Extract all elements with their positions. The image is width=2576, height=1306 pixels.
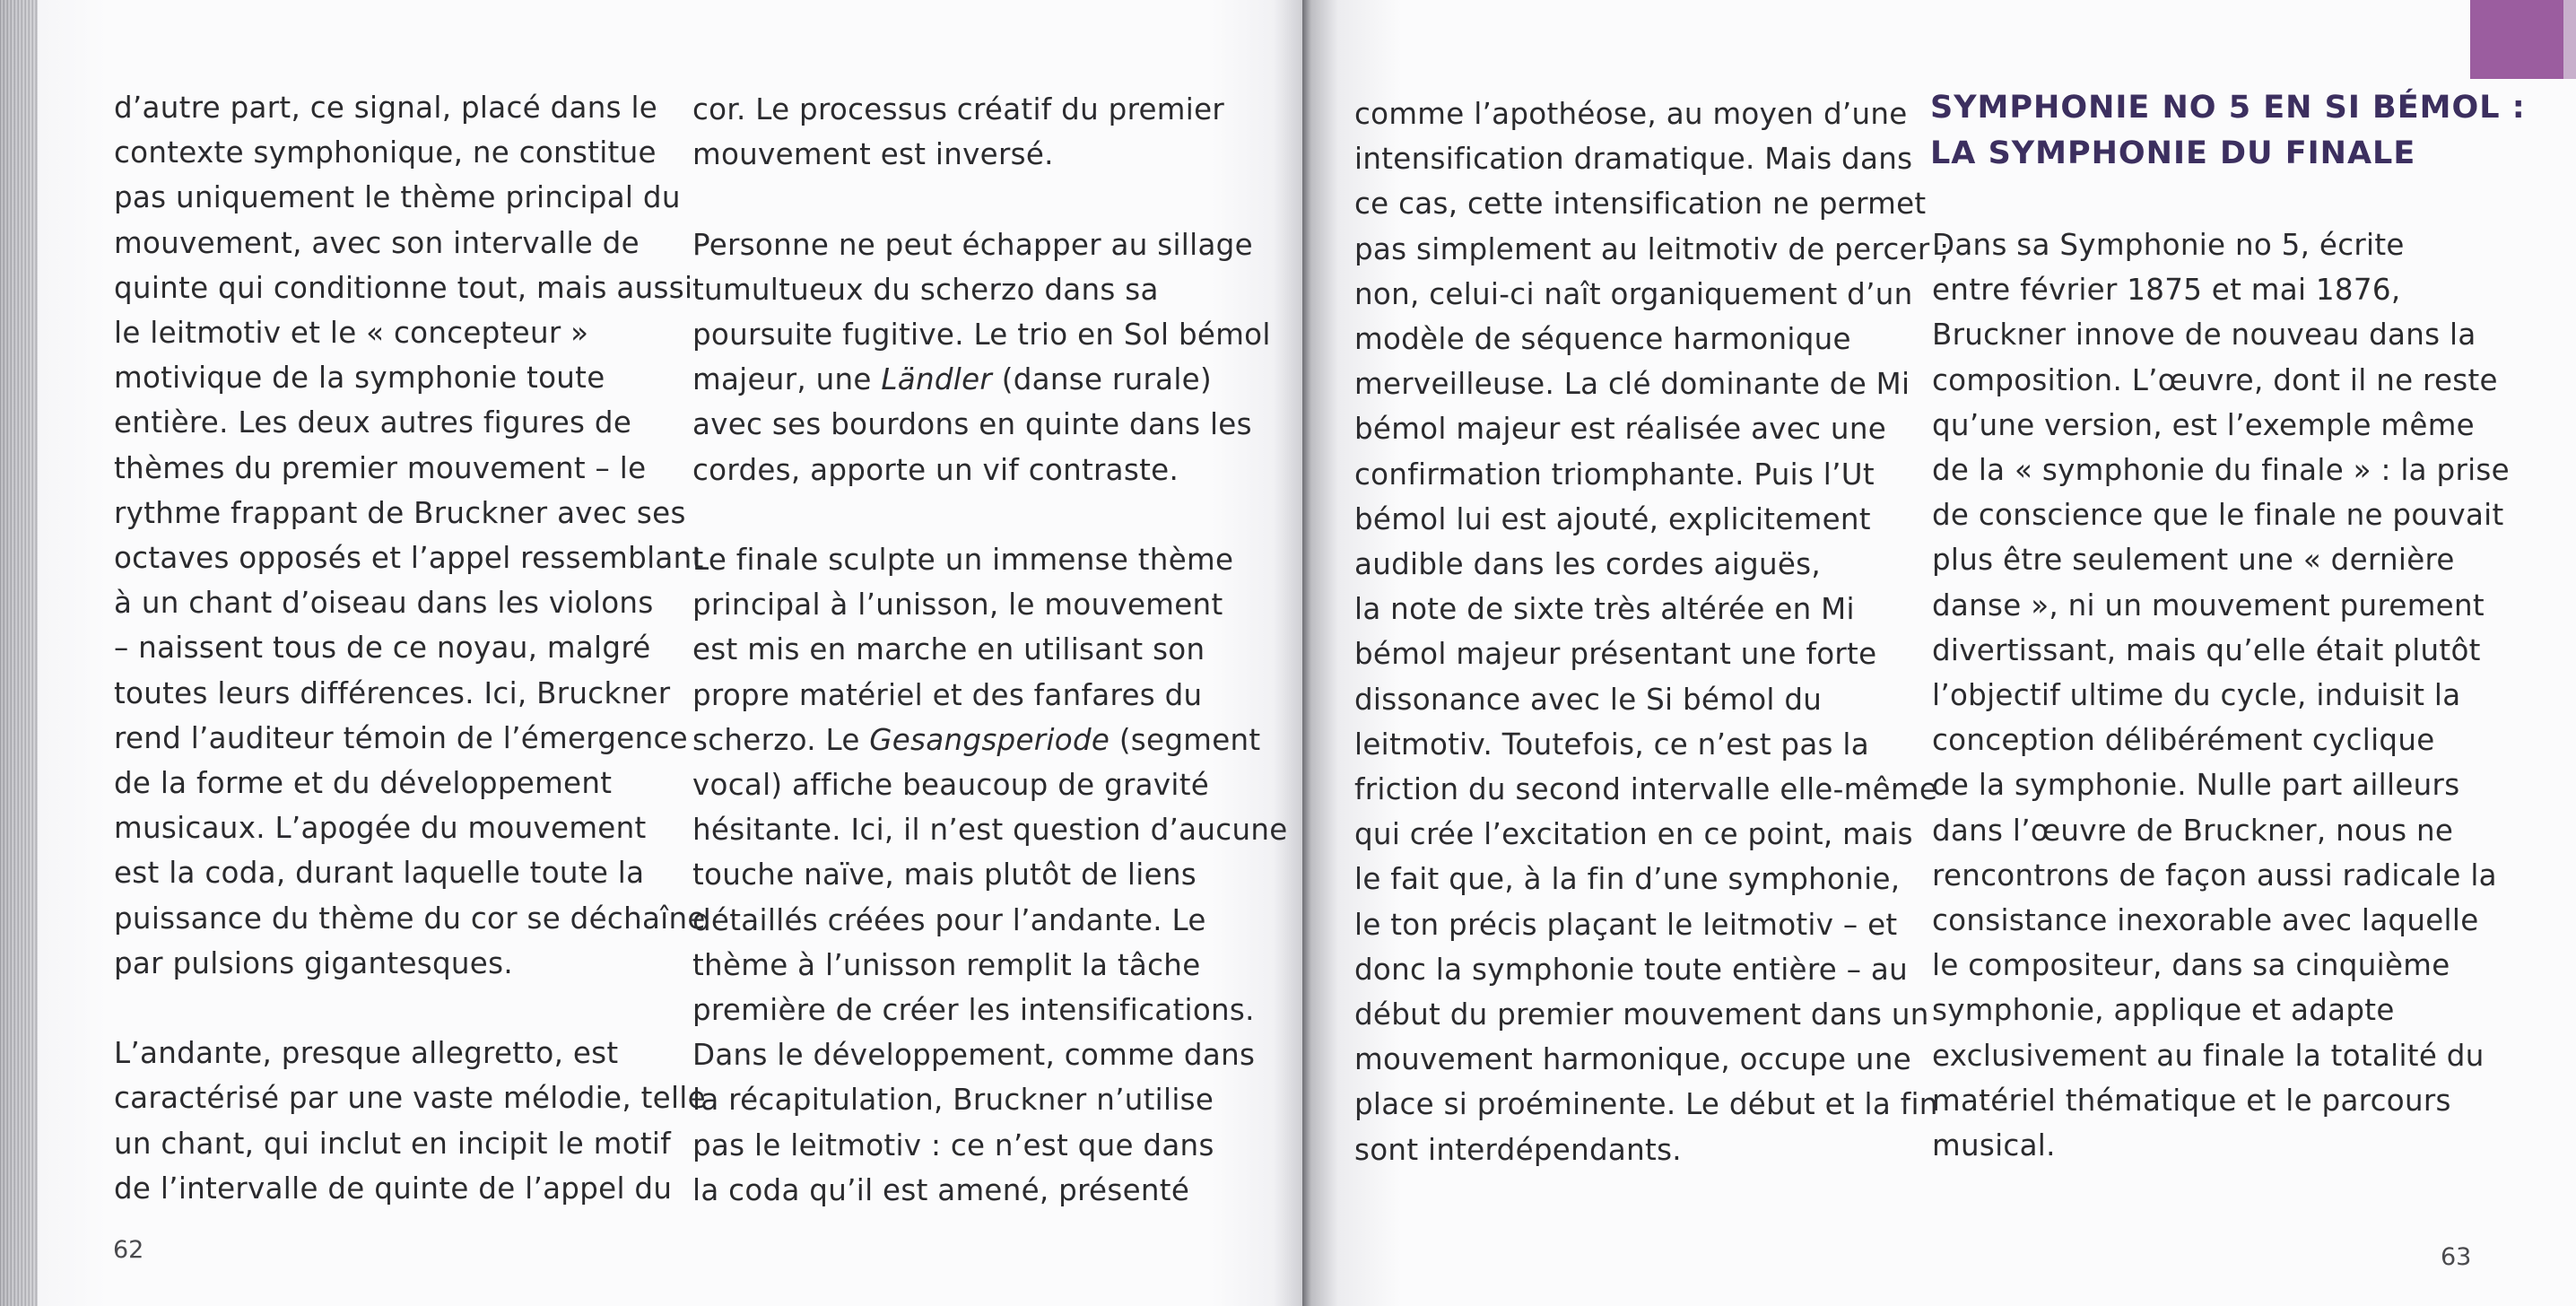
text-line: intensification dramatique. Mais dans xyxy=(1354,142,1913,177)
text-line: donc la symphonie toute entière – au xyxy=(1354,952,1909,987)
text-line: début du premier mouvement dans un xyxy=(1354,997,1929,1032)
heading-line: SYMPHONIE NO 5 EN SI BÉMOL : xyxy=(1930,90,2526,126)
text-line: pas le leitmotiv : ce n’est que dans xyxy=(692,1128,1214,1162)
text-line: caractérisé par une vaste mélodie, telle xyxy=(114,1081,706,1116)
text-line: un chant, qui inclut en incipit le motif xyxy=(114,1126,671,1161)
text-line: comme l’apothéose, au moyen d’une xyxy=(1354,97,1908,131)
text-line: ce cas, cette intensification ne permet xyxy=(1354,187,1927,222)
text-line: par pulsions gigantesques. xyxy=(114,945,513,980)
left-page-column-2 xyxy=(692,87,1288,1213)
text-line: est la coda, durant laquelle toute la xyxy=(114,856,645,891)
text-line: quinte qui conditionne tout, mais aussi xyxy=(114,270,693,305)
text-line: L’andante, presque allegretto, est xyxy=(114,1036,619,1071)
text-line: leitmotiv. Toutefois, ce n’est pas la xyxy=(1354,727,1869,762)
text-line: bémol majeur présentant une forte xyxy=(1354,637,1877,672)
text-line: merveilleuse. La clé dominante de Mi xyxy=(1354,367,1910,402)
text-line: poursuite fugitive. Le trio en Sol bémol xyxy=(692,318,1271,352)
text-line: dissonance avec le Si bémol du xyxy=(1354,682,1823,717)
text-line: modèle de séquence harmonique xyxy=(1354,322,1851,357)
text-line: thèmes du premier mouvement – le xyxy=(114,450,647,485)
text-line: est mis en marche en utilisant son xyxy=(692,632,1205,667)
text-line: la coda qu’il est amené, présenté xyxy=(692,1172,1190,1207)
text-line: qui crée l’excitation en ce point, mais xyxy=(1354,817,1913,852)
text-line: l’objectif ultime du cycle, induisit la xyxy=(1932,678,2461,713)
text-line: thème à l’unisson remplit la tâche xyxy=(692,947,1201,982)
text-line: pas simplement au leitmotiv de percer ; xyxy=(1354,231,1950,266)
right-page-column-1 xyxy=(1354,91,1949,1172)
text-line: sont interdépendants. xyxy=(1354,1132,1682,1167)
text-line: rencontrons de façon aussi radicale la xyxy=(1932,858,2497,892)
text-line: la note de sixte très altérée en Mi xyxy=(1354,592,1855,627)
text-line: touche naïve, mais plutôt de liens xyxy=(692,858,1197,892)
text-line: le leitmotiv et le « concepteur » xyxy=(114,316,589,351)
section-heading xyxy=(1930,85,2526,177)
text-line: tumultueux du scherzo dans sa xyxy=(692,272,1159,307)
page-number-right: 63 xyxy=(2441,1243,2472,1271)
text-line: place si proéminente. Le début et la fin xyxy=(1354,1087,1938,1122)
text-line: propre matériel et des fanfares du xyxy=(692,677,1203,712)
text-line: Personne ne peut échapper au sillage xyxy=(692,227,1253,262)
text-line: le fait que, à la fin d’une symphonie, xyxy=(1354,862,1901,897)
left-page-column-1 xyxy=(114,85,706,1211)
text-line: Dans le développement, comme dans xyxy=(692,1038,1256,1073)
text-line: contexte symphonique, ne constitue xyxy=(114,135,657,170)
text-line: d’autre part, ce signal, placé dans le xyxy=(114,91,658,125)
text-line: octaves opposés et l’appel ressemblant xyxy=(114,541,704,576)
text-line: confirmation triomphante. Puis l’Ut xyxy=(1354,457,1875,492)
text-line: musical. xyxy=(1932,1128,2056,1163)
text-line: rythme frappant de Bruckner avec ses xyxy=(114,495,686,530)
text-line: plus être seulement une « dernière xyxy=(1932,543,2455,578)
text-line: motivique de la symphonie toute xyxy=(114,361,605,396)
text-line: mouvement harmonique, occupe une xyxy=(1354,1042,1912,1077)
text-line: de l’intervalle de quinte de l’appel du xyxy=(114,1171,673,1206)
text-line: majeur, une Ländler (danse rurale) xyxy=(692,362,1212,397)
text-line: cordes, apporte un vif contraste. xyxy=(692,452,1179,487)
text-line: consistance inexorable avec laquelle xyxy=(1932,903,2479,938)
text-line: composition. L’œuvre, dont il ne reste xyxy=(1932,362,2498,397)
text-line: entière. Les deux autres figures de xyxy=(114,405,632,440)
text-line: vocal) affiche beaucoup de gravité xyxy=(692,768,1210,803)
text-line: audible dans les cordes aiguës, xyxy=(1354,547,1822,582)
text-line: exclusivement au finale la totalité du xyxy=(1932,1038,2485,1073)
text-line: divertissant, mais qu’elle était plutôt xyxy=(1932,632,2481,667)
text-line: cor. Le processus créatif du premier xyxy=(692,92,1225,126)
text-line: toutes leurs différences. Ici, Bruckner xyxy=(114,675,671,710)
text-line: musicaux. L’apogée du mouvement xyxy=(114,811,647,846)
text-line: matériel thématique et le parcours xyxy=(1932,1083,2451,1118)
text-line: bémol lui est ajouté, explicitement xyxy=(1354,501,1871,536)
right-page-column-2 xyxy=(1932,222,2510,1168)
text-line: mouvement est inversé. xyxy=(692,137,1054,172)
text-line: qu’une version, est l’exemple même xyxy=(1932,407,2475,442)
text-line: conception délibérément cyclique xyxy=(1932,723,2435,758)
text-line: danse », ni un mouvement purement xyxy=(1932,588,2485,623)
text-line: de la « symphonie du finale » : la prise xyxy=(1932,453,2510,488)
text-line: avec ses bourdons en quinte dans les xyxy=(692,407,1252,442)
text-line: symphonie, applique et adapte xyxy=(1932,993,2395,1028)
text-line: bémol majeur est réalisée avec une xyxy=(1354,412,1887,447)
text-line: Le finale sculpte un immense thème xyxy=(692,543,1234,577)
text-line: scherzo. Le Gesangsperiode (segment xyxy=(692,722,1261,757)
text-line: dans l’œuvre de Bruckner, nous ne xyxy=(1932,813,2454,848)
section-color-tab xyxy=(2470,0,2563,79)
text-line: à un chant d’oiseau dans les violons xyxy=(114,586,654,621)
text-line: le compositeur, dans sa cinquième xyxy=(1932,948,2450,983)
text-line: de la symphonie. Nulle part ailleurs xyxy=(1932,768,2460,803)
page-number-left: 62 xyxy=(113,1236,144,1264)
section-tab-shadow xyxy=(2563,0,2576,79)
italic-term: Gesangsperiode xyxy=(869,722,1110,757)
text-line: hésitante. Ici, il n’est question d’aucune xyxy=(692,813,1288,848)
text-line: non, celui-ci naît organiquement d’un xyxy=(1354,276,1913,311)
text-line: friction du second intervalle elle-même xyxy=(1354,772,1938,807)
paragraph-gap xyxy=(692,492,1288,537)
paragraph-gap xyxy=(114,986,706,1031)
text-line: détaillés créées pour l’andante. Le xyxy=(692,902,1206,937)
paragraph-gap xyxy=(692,177,1288,222)
text-line: le ton précis plaçant le leitmotiv – et xyxy=(1354,907,1898,942)
text-line: Dans sa Symphonie no 5, écrite xyxy=(1932,228,2405,262)
text-line: entre février 1875 et mai 1876, xyxy=(1932,273,2401,308)
text-line: mouvement, avec son intervalle de xyxy=(114,225,640,260)
text-line: puissance du thème du cor se déchaîne xyxy=(114,901,706,936)
text-line: de conscience que le finale ne pouvait xyxy=(1932,498,2504,533)
text-line: la récapitulation, Bruckner n’utilise xyxy=(692,1083,1214,1118)
text-line: pas uniquement le thème principal du xyxy=(114,180,681,215)
text-line: Bruckner innove de nouveau dans la xyxy=(1932,318,2476,353)
text-line: – naissent tous de ce noyau, malgré xyxy=(114,631,651,666)
text-line: première de créer les intensifications. xyxy=(692,993,1255,1028)
text-line: rend l’auditeur témoin de l’émergence xyxy=(114,720,688,755)
page-edges xyxy=(0,0,38,1306)
italic-term: Ländler xyxy=(881,362,993,397)
heading-line: LA SYMPHONIE DU FINALE xyxy=(1930,135,2416,171)
text-line: de la forme et du développement xyxy=(114,766,613,801)
text-line: principal à l’unisson, le mouvement xyxy=(692,588,1223,623)
